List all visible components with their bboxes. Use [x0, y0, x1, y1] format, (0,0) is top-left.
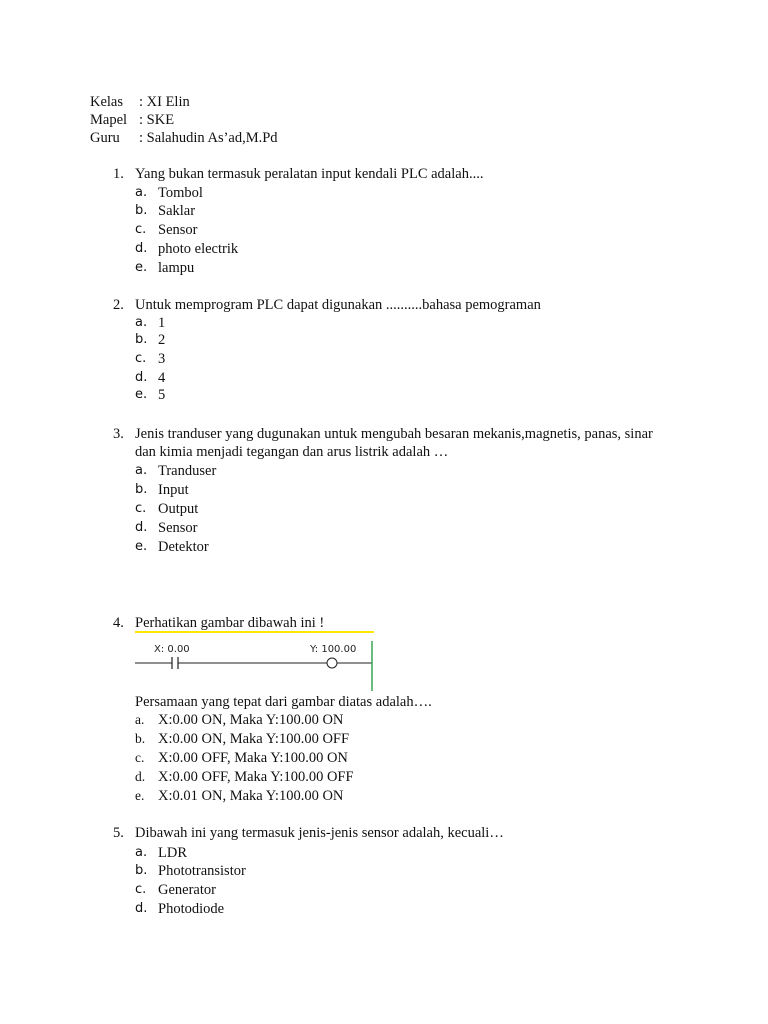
contact-label: X: 0.00 [154, 644, 190, 655]
option-text: Input [158, 482, 189, 498]
option-letter: a. [135, 185, 148, 200]
text-highlight [135, 631, 374, 633]
coil-label: Y: 100.00 [310, 644, 357, 655]
question-number: 4. [113, 615, 124, 631]
option-text: Output [158, 501, 199, 517]
option-text: X:0.00 ON, Maka Y:100.00 OFF [158, 731, 350, 747]
option-text: lampu [158, 260, 195, 276]
question-text: Dibawah ini yang termasuk jenis-jenis sensor adalah, kecuali… [135, 825, 504, 841]
option-letter: b. [135, 482, 148, 497]
option-text: 2 [158, 332, 166, 348]
mapel-value: : SKE [139, 112, 175, 128]
ladder-diagram [130, 635, 380, 697]
option-letter: e. [135, 260, 148, 275]
question-number: 5. [113, 825, 124, 841]
option-letter: e. [135, 539, 148, 554]
option-letter: a. [135, 845, 148, 860]
option-letter: c. [135, 501, 147, 516]
option-text: Generator [158, 882, 216, 898]
question-subtext: Persamaan yang tepat dari gambar diatas adalah…. [135, 694, 432, 710]
question-text-line1: Jenis tranduser yang dugunakan untuk mengubah besaran mekanis,magnetis, panas, sinar [135, 426, 653, 442]
option-letter: a. [135, 712, 145, 727]
option-letter: b. [135, 863, 148, 878]
option-letter: d. [135, 520, 148, 535]
option-text: Tranduser [158, 463, 217, 479]
option-letter: d. [135, 901, 148, 916]
option-text: X:0.01 ON, Maka Y:100.00 ON [158, 788, 344, 804]
option-text: photo electrik [158, 241, 239, 257]
guru-value: : Salahudin As’ad,M.Pd [139, 130, 278, 146]
option-letter: d. [135, 769, 146, 784]
option-letter: e. [135, 387, 148, 402]
question-text-line2: dan kimia menjadi tegangan dan arus listrik adalah … [135, 444, 449, 460]
option-text: Saklar [158, 203, 196, 219]
question-number: 1. [113, 166, 124, 182]
kelas-value: : XI Elin [139, 94, 190, 110]
option-text: X:0.00 ON, Maka Y:100.00 ON [158, 712, 344, 728]
kelas-label: Kelas [90, 94, 124, 110]
option-text: 5 [158, 387, 166, 403]
option-text: X:0.00 OFF, Maka Y:100.00 OFF [158, 769, 354, 785]
option-letter: e. [135, 788, 145, 803]
option-text: Phototransistor [158, 863, 246, 879]
option-text: 1 [158, 315, 166, 331]
question-text: Perhatikan gambar dibawah ini ! [135, 615, 325, 631]
option-letter: d. [135, 241, 148, 256]
option-text: Tombol [158, 185, 203, 201]
option-text: 4 [158, 370, 166, 386]
question-text: Yang bukan termasuk peralatan input kendali PLC adalah.... [135, 166, 484, 182]
option-letter: b. [135, 203, 148, 218]
option-text: Sensor [158, 520, 198, 536]
option-text: X:0.00 OFF, Maka Y:100.00 ON [158, 750, 348, 766]
option-text: LDR [158, 845, 187, 861]
option-letter: c. [135, 351, 147, 366]
option-letter: b. [135, 731, 146, 746]
question-text: Untuk memprogram PLC dapat digunakan ..........bahasa pemograman [135, 297, 541, 313]
option-letter: b. [135, 332, 148, 347]
option-text: Photodiode [158, 901, 225, 917]
option-text: Sensor [158, 222, 198, 238]
option-letter: c. [135, 222, 147, 237]
question-number: 3. [113, 426, 124, 442]
option-letter: c. [135, 882, 147, 897]
mapel-label: Mapel [90, 112, 128, 128]
guru-label: Guru [90, 130, 120, 146]
option-letter: d. [135, 370, 148, 385]
option-text: Detektor [158, 539, 209, 555]
question-number: 2. [113, 297, 124, 313]
option-text: 3 [158, 351, 166, 367]
coil-symbol [327, 658, 337, 668]
option-letter: a. [135, 315, 148, 330]
option-letter: a. [135, 463, 148, 478]
option-letter: c. [135, 750, 145, 765]
